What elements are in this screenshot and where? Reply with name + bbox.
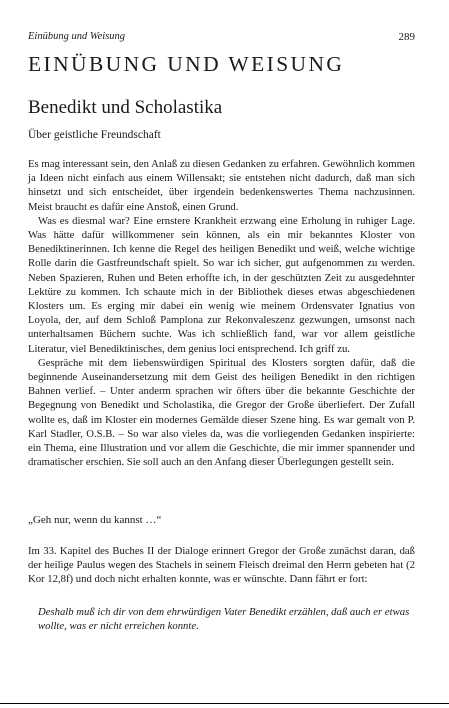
body-paragraph: Im 33. Kapitel des Buches II der Dialoge erinnert Gregor der Große zunächst daran, daß der heilige Paulus wegen des Stachels in seinem Fleisch dreimal den Herrn gebeten hat (2 Kor 12,8f) und doch nicht erhalten konnte, was er wünschte. Dann fährt er fort: xyxy=(28,545,415,586)
article-body xyxy=(28,157,415,469)
section-title: EINÜBUNG UND WEISUNG xyxy=(28,52,345,76)
subsection-body xyxy=(28,544,415,587)
article-title: Benedikt und Scholastika xyxy=(28,97,223,118)
page-number: 289 xyxy=(398,31,415,43)
bottom-rule xyxy=(0,703,449,704)
body-paragraph: Es mag interessant sein, den Anlaß zu diesen Gedanken zu erfahren. Gewöhnlich kommen ja Ideen nicht einfach aus einem Willensakt; sie entstehen nicht dadurch, daß man sich hinsetzt und sich entscheidet, über irgendein bedenkenswertes Thema nachzusinnen. Meist braucht es dafür eine Anstoß, einen Grund. xyxy=(28,158,415,213)
quotation xyxy=(38,605,415,633)
body-paragraph: Was es diesmal war? Eine ernstere Krankheit erzwang eine Erholung in ruhiger Lage. Was hätte dafür willkommener sein können, als ein mir bekanntes Kloster von Benediktinerinnen. Ich kenne die Regel des heiligen Benedikt und weiß, welche wichtige Rolle darin die Gastfreundschaft spielt. So war ich sicher, gut aufgenommen zu werden. Neben Spazieren, Ruhen und Beten erhoffte ich, in der geschützten Zeit zu ausgedehnter Lektüre zu kommen. Ich schaute mich in der Bibliothek dieses etwas abgeschiedenen Klosters um. Es erging mir dabei ein wenig wie meinem Ordensvater Ignatius von Loyola, der, auf dem Schloß Pamplona zur Rekonvaleszenz gezwungen, umsonst nach unterhaltsamen Büchern suchte. Was ich schließlich fand, war vor allem geistliche Literatur, viel Benediktinisches, dem genius loci entsprechend. Ich griff zu. xyxy=(28,214,415,355)
article-subtitle: Über geistliche Freundschaft xyxy=(28,129,161,141)
running-head: Einübung und Weisung xyxy=(28,31,126,42)
body-paragraph: Gespräche mit dem liebenswürdigen Spiritual des Klosters sorgten dafür, daß die beginnende Auseinandersetzung mit dem Geist des heiligen Benedikt in den richtigen Bahnen verlief. – Unter anderm sprachen wir öfters über die bekannte Geschichte der Begegnung von Benedikt und Scholastika, die Gregor der Große überliefert. Der Zufall wollte es, daß im Kloster ein modernes Gemälde dieser Szene hing. Es war gemalt von P. Karl Stadler, O.S.B. – So war also vieles da, was die vorliegenden Gedanken inspirierte: ein Thema, eine Illustration und vor allem die Geschichte, die mir immer spannender und dramatischer erschien. Sie soll auch an den Anfang dieser Überlegungen gestellt sein. xyxy=(28,356,415,469)
quotation-text: Deshalb muß ich dir von dem ehrwürdigen Vater Benedikt erzählen, daß auch er etwas wollte, was er nicht erreichen konnte. xyxy=(38,606,410,633)
subsection-heading: „Geh nur, wenn du kannst …“ xyxy=(28,514,162,526)
